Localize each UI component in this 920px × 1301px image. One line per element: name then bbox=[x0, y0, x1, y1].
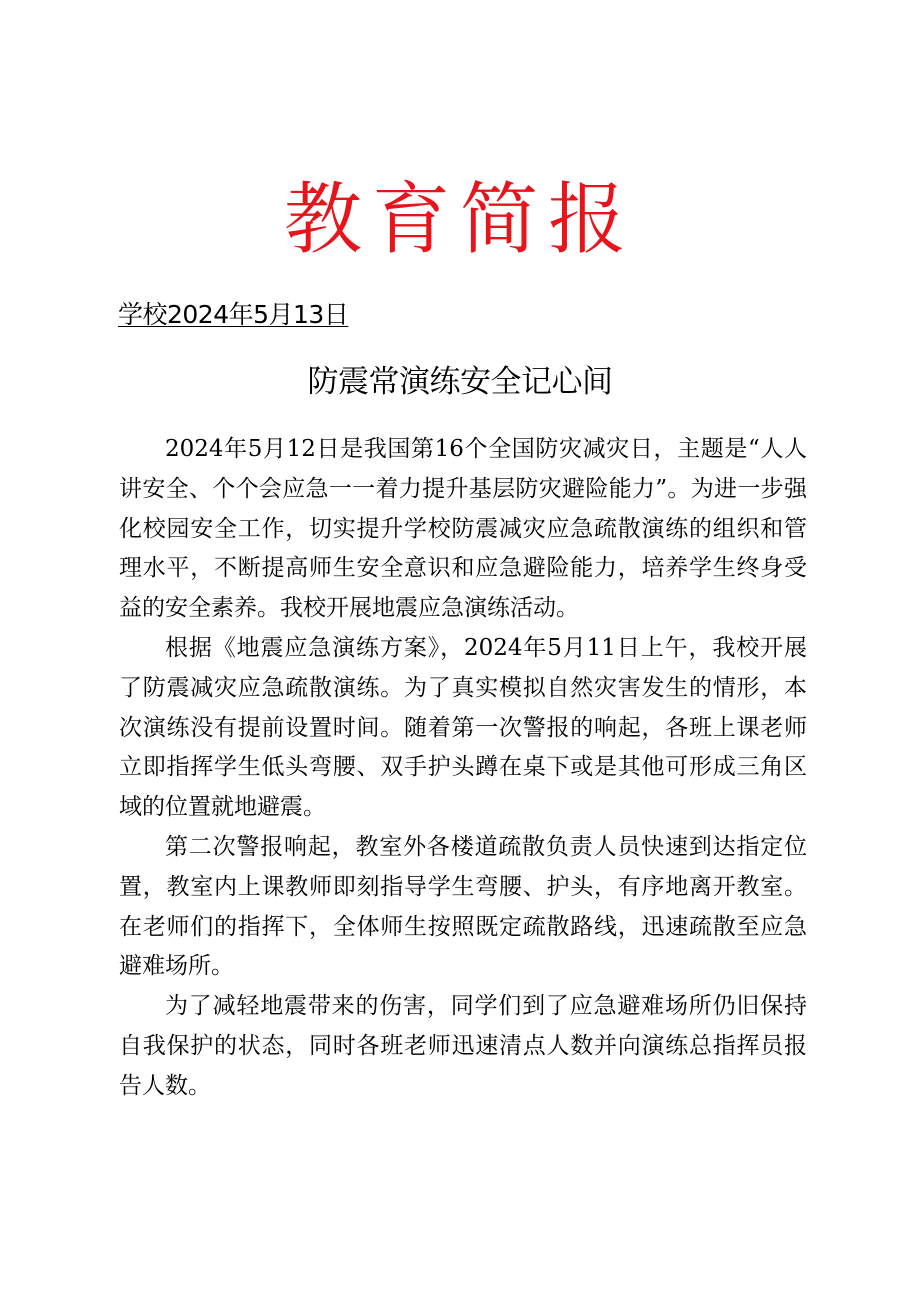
paragraph-2: 根据《地震应急演练方案》，2024年5月11日上午，我校开展了防震减灾应急疏散演练。为了真实模拟自然灾害发生的情形，本次演练没有提前设置时间。随着第一次警报的响起，各班上课老师立即指挥学生低头弯腰、双手护头蹲在桌下或是其他可形成三角区域的位置就地避震。 bbox=[119, 634, 807, 821]
dateline: 学校2024年5月13日 bbox=[118, 300, 349, 329]
article-title: 防震常演练安全记心间 bbox=[307, 364, 613, 400]
article-body bbox=[119, 430, 807, 1107]
masthead-title: 教育简报 bbox=[283, 175, 636, 265]
paragraph-3: 第二次警报响起，教室外各楼道疏散负责人员快速到达指定位置，教室内上课教师即刻指导学生弯腰、护头，有序地离开教室。在老师们的指挥下，全体师生按照既定疏散路线，迅速疏散至应急避难场所。 bbox=[119, 833, 807, 980]
paragraph-1: 2024年5月12日是我国第16个全国防灾减灾日，主题是“人人讲安全、个个会应急一一着力提升基层防灾避险能力”。为进一步强化校园安全工作，切实提升学校防震减灾应急疏散演练的组织和管理水平，不断提高师生安全意识和应急避险能力，培养学生终身受益的安全素养。我校开展地震应急演练活动。 bbox=[119, 436, 807, 622]
paragraph-4: 为了减轻地震带来的伤害，同学们到了应急避难场所仍旧保持自我保护的状态，同时各班老师迅速清点人数并向演练总指挥员报告人数。 bbox=[119, 993, 807, 1099]
